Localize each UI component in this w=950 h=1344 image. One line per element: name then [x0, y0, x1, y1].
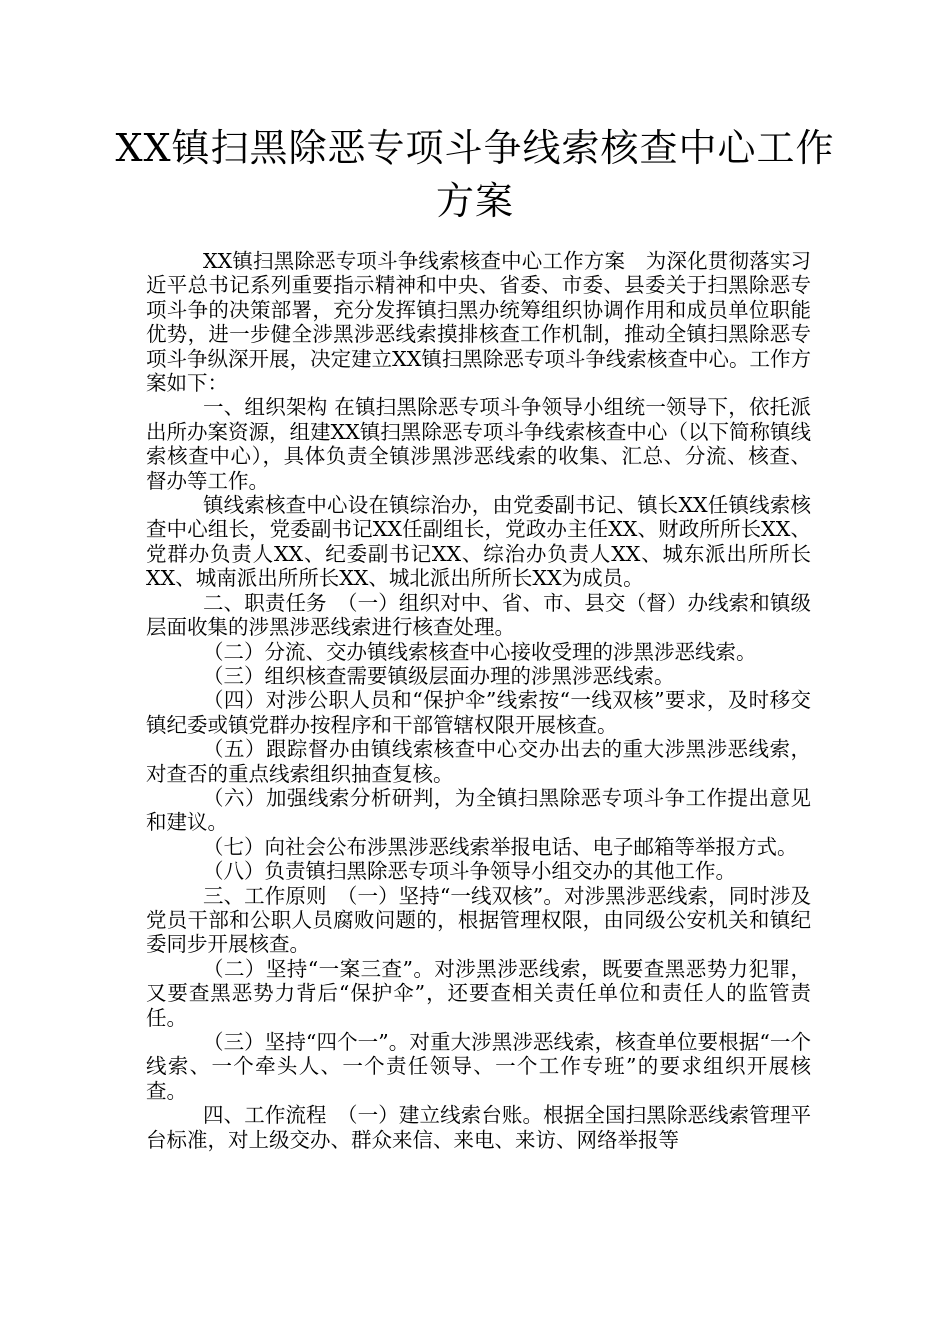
paragraph-members: 镇线索核查中心设在镇综治办，由党委副书记、镇长XX任镇线索核查中心组长，党委副书记XX任副组长，党政办主任XX、财政所所长XX、党群办负责人XX、纪委副书记XX、综治办负责人XX、城东派出所所长XX、城南派出所所长XX、城北派出所所长XX为成员。: [146, 493, 811, 591]
paragraph-duties-6: （六）加强线索分析研判，为全镇扫黑除恶专项斗争工作提出意见和建议。: [146, 785, 811, 835]
paragraph-workflow-1: 四、工作流程 （一）建立线索台账。根据全国扫黑除恶线索管理平台标准，对上级交办、群众来信、来电、来访、网络举报等: [146, 1103, 811, 1152]
paragraph-duties-5: （五）跟踪督办由镇线索核查中心交办出去的重大涉黑涉恶线索，对查否的重点线索组织抽查复核。: [146, 737, 811, 786]
paragraph-duties-8: （八）负责镇扫黑除恶专项斗争领导小组交办的其他工作。: [203, 859, 736, 884]
paragraph-duties-3: （三）组织核查需要镇级层面办理的涉黑涉恶线索。: [203, 663, 675, 688]
title-line-1: XX镇扫黑除恶专项斗争线索核查中心工作: [115, 126, 835, 170]
paragraph-principle-3: （三）坚持“四个一”。对重大涉黑涉恶线索，核查单位要根据“一个线索、一个牵头人、一个责任领导、一个工作专班”的要求组织开展核查。: [146, 1030, 811, 1103]
paragraph-duties-7: （七）向社会公布涉黑涉恶线索举报电话、电子邮箱等举报方式。: [203, 834, 798, 859]
paragraph-principle-2: （二）坚持“一案三查”。对涉黑涉恶线索，既要查黑恶势力犯罪，又要查黑恶势力背后“保护伞”，还要查相关责任单位和责任人的监管责任。: [146, 956, 811, 1030]
document-body: [146, 249, 811, 1152]
paragraph-duties-4: （四）对涉公职人员和“保护伞”线索按“一线双核”要求，及时移交镇纪委或镇党群办按程序和干部管辖权限开展核查。: [146, 688, 811, 737]
paragraph-intro: XX镇扫黑除恶专项斗争线索核查中心工作方案 为深化贯彻落实习近平总书记系列重要指示精神和中央、省委、市委、县委关于扫黑除恶专项斗争的决策部署，充分发挥镇扫黑办统筹组织协调作用和成员单位职能优势，进一步健全涉黑涉恶线索摸排核查工作机制，推动全镇扫黑除恶专项斗争纵深开展，决定建立XX镇扫黑除恶专项斗争线索核查中心。工作方案如下：: [146, 249, 811, 396]
paragraph-principle-1: 三、工作原则 （一）坚持“一线双核”。对涉黑涉恶线索，同时涉及党员干部和公职人员腐败问题的，根据管理权限，由同级公安机关和镇纪委同步开展核查。: [146, 883, 811, 957]
paragraph-duties-2: （二）分流、交办镇线索核查中心接收受理的涉黑涉恶线索。: [203, 639, 757, 664]
paragraph-duties-1: 二、职责任务 （一）组织对中、省、市、县交（督）办线索和镇级层面收集的涉黑涉恶线索进行核查处理。: [146, 590, 811, 640]
document-title: [60, 122, 890, 228]
title-line-2: 方案: [435, 179, 514, 223]
paragraph-organization: 一、组织架构 在镇扫黑除恶专项斗争领导小组统一领导下，依托派出所办案资源，组建XX镇扫黑除恶专项斗争线索核查中心（以下简称镇线索核查中心），具体负责全镇涉黑涉恶线索的收集、汇总、分流、核查、督办等工作。: [146, 395, 811, 493]
